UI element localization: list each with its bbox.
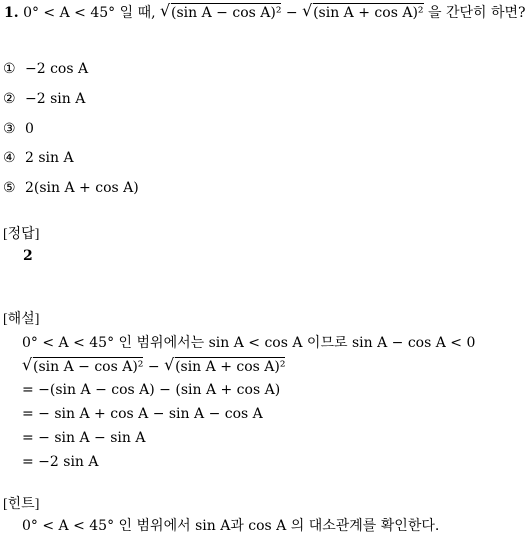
choice-marker: ① [3, 61, 16, 77]
hint-label: [힌트] [3, 497, 40, 512]
question-radicand-1: (sin A − cos A)² [171, 5, 282, 21]
answer-value: 2 [23, 248, 33, 264]
question-radicand-2: (sin A + cos A)² [313, 5, 424, 21]
question-ending: 을 간단히 하면? [427, 5, 526, 21]
choice-2[interactable] [3, 90, 85, 108]
choice-text: 2 sin A [25, 150, 74, 166]
choice-marker: ③ [3, 121, 16, 137]
solution-label: [해설] [3, 312, 40, 327]
hint-text: 0° < A < 45° 인 범위에서 sin A과 cos A 의 대소관계를 확인한다. [22, 518, 440, 534]
solution-line-5: = − sin A − sin A [22, 430, 146, 446]
choice-marker: ⑤ [3, 180, 16, 196]
choice-text: 2(sin A + cos A) [25, 180, 139, 196]
question-minus: − [285, 5, 298, 21]
solution-sqrt-2 [164, 358, 285, 376]
choice-text: 0 [25, 121, 34, 137]
solution-line-6: = −2 sin A [22, 454, 99, 470]
question-connector: 일 때, [119, 5, 156, 21]
question-sqrt-2 [302, 4, 423, 22]
choice-3[interactable] [3, 120, 34, 138]
solution-line-1: 0° < A < 45° 인 범위에서는 sin A < cos A 이므로 sin A − cos A < 0 [22, 335, 476, 351]
choice-text: −2 cos A [25, 61, 89, 77]
question-range: 0° < A < 45° [23, 5, 116, 21]
question-sqrt-1 [160, 4, 281, 22]
solution-line-3: = −(sin A − cos A) − (sin A + cos A) [22, 382, 281, 398]
choice-1[interactable] [3, 60, 88, 78]
solution-line-4: = − sin A + cos A − sin A − cos A [22, 406, 263, 422]
choice-marker: ② [3, 91, 16, 107]
solution-minus: − [147, 359, 160, 375]
question-number: 1. [4, 5, 19, 21]
choice-5[interactable] [3, 179, 139, 197]
solution-line-2 [22, 358, 285, 376]
solution-radicand-1: (sin A − cos A)² [33, 359, 144, 375]
solution-sqrt-1 [22, 358, 143, 376]
solution-radicand-2: (sin A + cos A)² [175, 359, 286, 375]
question [4, 4, 526, 22]
answer-label: [정답] [3, 227, 40, 242]
choice-text: −2 sin A [25, 91, 86, 107]
choice-4[interactable] [3, 149, 74, 167]
choice-marker: ④ [3, 150, 16, 166]
